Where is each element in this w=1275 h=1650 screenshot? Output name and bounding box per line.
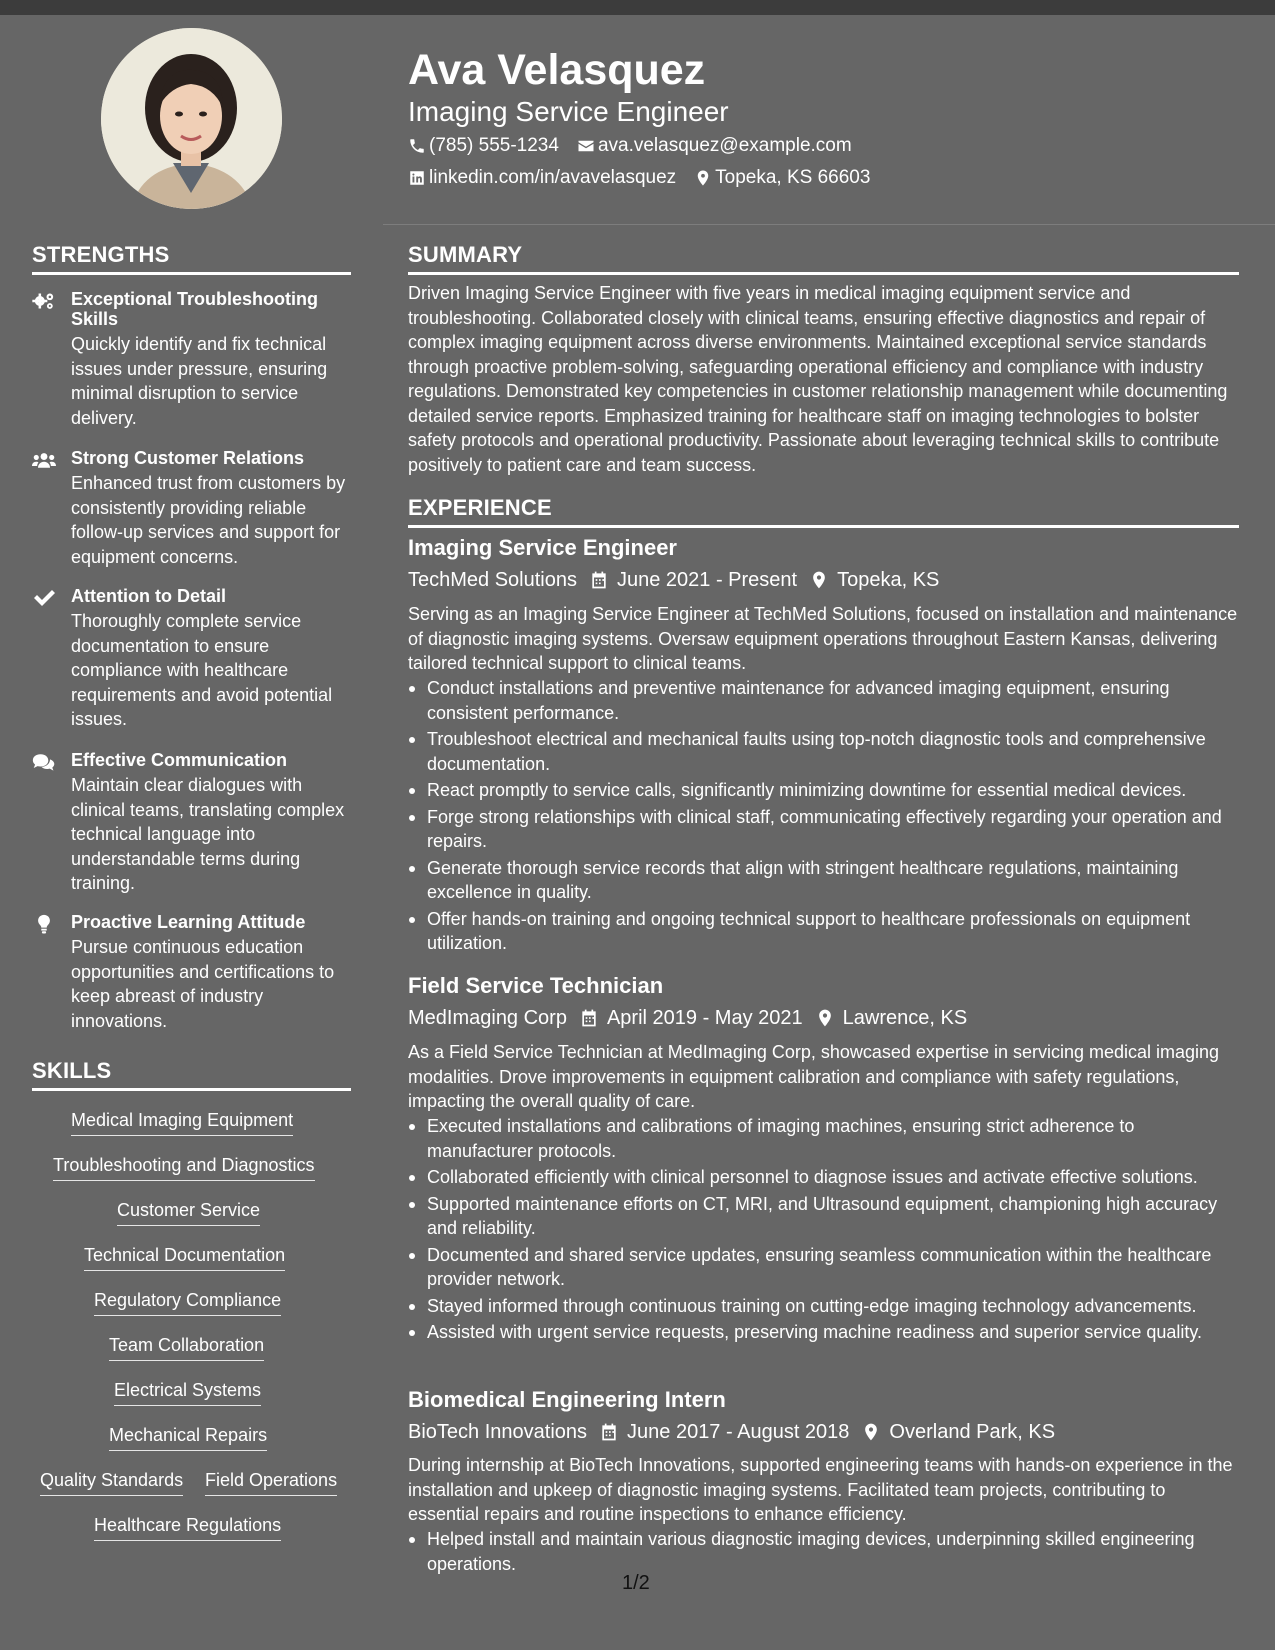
job-dates-text: June 2017 - August 2018 xyxy=(627,1421,850,1443)
contact-row-2 xyxy=(408,166,888,190)
summary-rule xyxy=(408,272,1239,275)
calendar-icon xyxy=(599,1422,619,1442)
job-meta xyxy=(408,568,951,592)
job-dates xyxy=(589,568,797,592)
job-description: As a Field Service Technician at MedImaging Corp, showcased expertise in servicing medical imaging modalities. Drove improvements in equipment calibration and compliance with safety regulations, impacting the overall quality of care. xyxy=(408,1042,1220,1111)
map-marker-icon xyxy=(694,169,712,187)
calendar-icon xyxy=(579,1008,599,1028)
summary-heading: SUMMARY xyxy=(408,242,523,267)
job-bullets xyxy=(408,676,1238,958)
strength-item xyxy=(32,289,352,430)
map-marker-icon xyxy=(809,570,829,590)
job-dates-text: April 2019 - May 2021 xyxy=(606,1007,803,1029)
job-bullets xyxy=(408,1114,1238,1347)
list-item: Troubleshoot electrical and mechanical faults using top-notch diagnostic tools and comprehensive documentation. xyxy=(408,727,1238,776)
list-item: Supported maintenance efforts on CT, MRI, and Ultrasound equipment, championing high accuracy and reliability. xyxy=(408,1192,1238,1241)
strength-item xyxy=(32,586,352,732)
phone-contact[interactable] xyxy=(408,134,559,158)
location-contact xyxy=(694,166,870,190)
profile-photo xyxy=(101,28,282,209)
strength-item xyxy=(32,750,352,896)
comments-icon xyxy=(32,752,58,774)
strength-title: Proactive Learning Attitude xyxy=(71,912,306,932)
job-dates xyxy=(599,1420,849,1444)
strength-title: Strong Customer Relations xyxy=(71,448,305,468)
strength-title: Attention to Detail xyxy=(71,586,226,606)
list-item: Conduct installations and preventive maintenance for advanced imaging equipment, ensuring consistent performance. xyxy=(408,676,1238,725)
contact-row-1 xyxy=(408,134,870,158)
job-location xyxy=(815,1006,968,1030)
linkedin-contact[interactable] xyxy=(408,166,676,190)
job-location-text: Overland Park, KS xyxy=(889,1421,1056,1443)
strength-desc: Enhanced trust from customers by consistently providing reliable follow-up services and support for equipment concerns. xyxy=(71,473,346,567)
list-item: Collaborated efficiently with clinical personnel to diagnose issues and activate effective solutions. xyxy=(408,1165,1238,1190)
phone-text: (785) 555-1234 xyxy=(429,135,559,156)
strength-desc: Maintain clear dialogues with clinical teams, translating complex technical language into understandable terms during training. xyxy=(71,775,345,893)
list-item: Stayed informed through continuous training on cutting-edge imaging technology advancements. xyxy=(408,1294,1238,1319)
skill-tag: Field Operations xyxy=(205,1468,337,1496)
candidate-name: Ava Velasquez xyxy=(408,46,706,94)
job-company: BioTech Innovations xyxy=(408,1421,588,1443)
location-text: Topeka, KS 66603 xyxy=(715,167,871,188)
job-description: During internship at BioTech Innovations, supported engineering teams with hands-on experience in the installation and upkeep of diagnostic imaging systems. Facilitated team projects, contributing to essential repairs and routine inspections to enhance efficiency. xyxy=(408,1455,1233,1524)
skill-tag: Mechanical Repairs xyxy=(109,1423,267,1451)
skill-tag: Electrical Systems xyxy=(114,1378,261,1406)
list-item: Helped install and maintain various diagnostic imaging devices, underpinning skilled engineering operations. xyxy=(408,1527,1238,1576)
job-meta xyxy=(408,1420,1067,1444)
job-title: Imaging Service Engineer xyxy=(408,535,677,560)
list-item: Documented and shared service updates, ensuring seamless communication within the healthcare provider network. xyxy=(408,1243,1238,1292)
skill-tag: Healthcare Regulations xyxy=(94,1513,281,1541)
job-bullets xyxy=(408,1527,1238,1578)
strength-desc: Pursue continuous education opportunities and certifications to keep abreast of industry innovations. xyxy=(71,937,335,1031)
job-dates-text: June 2021 - Present xyxy=(616,569,798,591)
phone-icon xyxy=(408,137,426,155)
job-company: MedImaging Corp xyxy=(408,1007,567,1029)
envelope-icon xyxy=(577,137,595,155)
strength-desc: Thoroughly complete service documentation to ensure compliance with healthcare requirements and avoid potential issues. xyxy=(71,611,333,729)
email-contact[interactable] xyxy=(577,134,852,158)
strength-desc: Quickly identify and fix technical issues under pressure, ensuring minimal disruption to service delivery. xyxy=(71,334,328,428)
list-item: Generate thorough service records that align with stringent healthcare regulations, maintaining excellence in quality. xyxy=(408,856,1238,905)
header-divider xyxy=(383,224,1275,225)
strengths-rule xyxy=(32,272,351,275)
page-number: 1/2 xyxy=(622,1572,650,1594)
list-item: Offer hands-on training and ongoing technical support to healthcare professionals on equipment utilization. xyxy=(408,907,1238,956)
skill-tag: Quality Standards xyxy=(40,1468,183,1496)
strengths-heading: STRENGTHS xyxy=(32,242,170,267)
email-text: ava.velasquez@example.com xyxy=(597,135,852,156)
candidate-role: Imaging Service Engineer xyxy=(408,96,729,127)
skill-tag: Team Collaboration xyxy=(109,1333,264,1361)
strength-item xyxy=(32,448,352,569)
lightbulb-icon xyxy=(32,914,58,936)
list-item: Assisted with urgent service requests, preserving machine readiness and superior service quality. xyxy=(408,1320,1238,1345)
job-description: Serving as an Imaging Service Engineer at TechMed Solutions, focused on installation and maintenance of diagnostic imaging systems. Oversaw equipment operations throughout Eastern Kansas, delivering tailored technical support to clinical teams. xyxy=(408,604,1238,673)
job-location xyxy=(861,1420,1055,1444)
experience-heading: EXPERIENCE xyxy=(408,495,552,520)
strength-title: Effective Communication xyxy=(71,750,288,770)
job-meta xyxy=(408,1006,979,1030)
experience-rule xyxy=(408,525,1239,528)
check-icon xyxy=(32,588,58,610)
list-item: React promptly to service calls, significantly minimizing downtime for essential medical devices. xyxy=(408,778,1238,803)
job-dates xyxy=(579,1006,803,1030)
linkedin-icon xyxy=(408,169,426,187)
job-location xyxy=(809,568,939,592)
list-item: Executed installations and calibrations of imaging machines, ensuring strict adherence to manufacturer protocols. xyxy=(408,1114,1238,1163)
summary-text: Driven Imaging Service Engineer with five years in medical imaging equipment service and troubleshooting. Collaborated closely with clinical teams, ensuring effective diagnostics and repair of complex imaging equipment across diverse environments. Maintained exceptional service standards through proactive problem-solving, safeguarding operational efficiency and compliance with industry regulations. Demonstrated key competencies in customer relationship management while documenting detailed service reports. Emphasized training for healthcare staff on imaging technologies to bolster safety protocols and operational productivity. Passionate about leveraging technical skills to contribute positively to patient care and team success. xyxy=(408,283,1228,475)
strength-title: Exceptional Troubleshooting Skills xyxy=(71,289,319,329)
skill-tag: Medical Imaging Equipment xyxy=(71,1108,293,1136)
map-marker-icon xyxy=(861,1422,881,1442)
top-bar xyxy=(0,0,1275,15)
job-company: TechMed Solutions xyxy=(408,569,577,591)
gears-icon xyxy=(32,291,58,313)
skills-rule xyxy=(32,1088,351,1091)
list-item: Forge strong relationships with clinical staff, communicating effectively regarding your operation and repairs. xyxy=(408,805,1238,854)
job-title: Biomedical Engineering Intern xyxy=(408,1387,726,1412)
strength-item xyxy=(32,912,352,1033)
map-marker-icon xyxy=(815,1008,835,1028)
job-title: Field Service Technician xyxy=(408,973,664,998)
skills-heading: SKILLS xyxy=(32,1058,112,1083)
job-location-text: Topeka, KS xyxy=(837,569,940,591)
skill-tag: Customer Service xyxy=(117,1198,260,1226)
calendar-icon xyxy=(589,570,609,590)
linkedin-text: linkedin.com/in/avavelasquez xyxy=(429,167,677,188)
job-location-text: Lawrence, KS xyxy=(842,1007,968,1029)
skill-tag: Troubleshooting and Diagnostics xyxy=(53,1153,315,1181)
skill-tag: Technical Documentation xyxy=(84,1243,285,1271)
users-icon xyxy=(32,450,58,472)
skill-tag: Regulatory Compliance xyxy=(94,1288,281,1316)
